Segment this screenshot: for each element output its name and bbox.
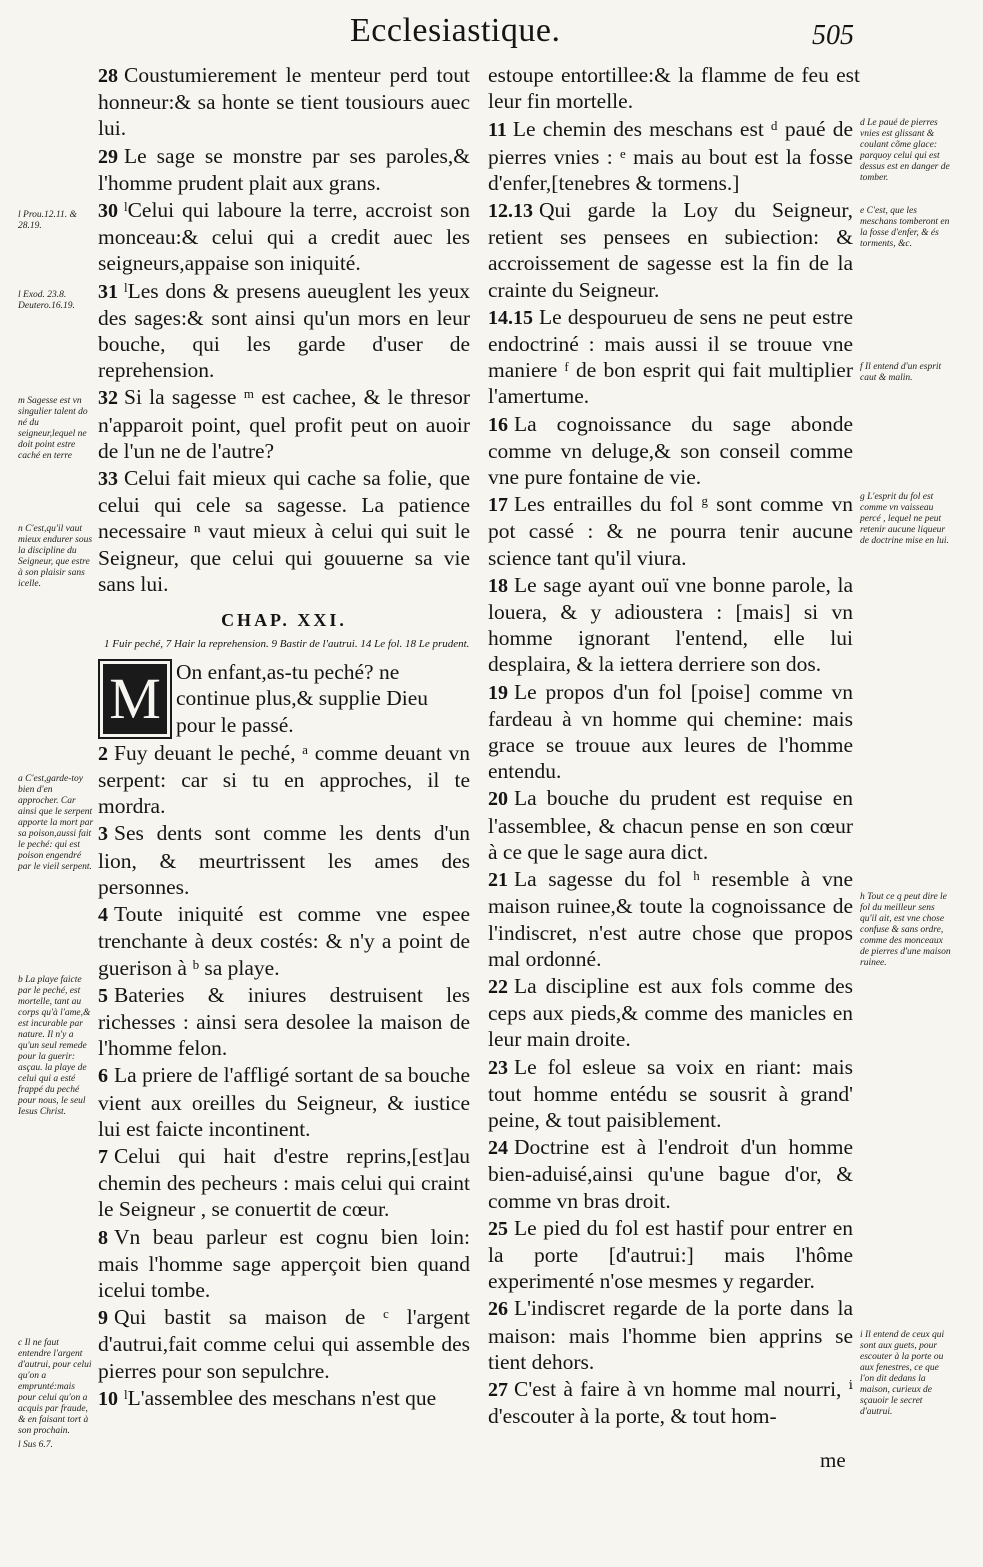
page-number: 505 (812, 20, 854, 51)
verse-text: ˡLes dons & presens aueuglent les yeux des sages:& sont ainsi qu'un mors en leur bouche, qui les garde d'user de reprehension. (98, 278, 470, 383)
margin-note: i Il entend de ceux qui sont aux guets, pour escouter à la porte ou aux fenestres, ce que l'on dit dedans la maison, curieux de sçauoir le secret d'autrui. (860, 1330, 945, 1417)
verse-text: Si la sagesse ᵐ est cachee, & le thresor n'apparoit point, quel profit peut on auoir de l'un ne de l'autre? (98, 385, 470, 463)
verse (98, 820, 470, 900)
verse-text: Le sage se monstre par ses paroles,& l'homme prudent plait aux grans. (98, 143, 470, 195)
catchword: me (820, 1448, 846, 1472)
verse (488, 411, 853, 491)
verse-number: 2 (98, 742, 108, 765)
decorated-initial: M (98, 659, 172, 739)
verse-number: 14.15 (488, 306, 533, 329)
verse-number: 18 (488, 574, 508, 597)
margin-note: m Sagesse est vn singulier talent do né du seigneur,lequel ne doit point estre caché en terre (18, 396, 88, 461)
verse-text: Le sage ayant ouï vne bonne parole, la louera, & y adioustera : [mais] si vn homme ignorant l'entend, elle lui desplaira, & la iettera derriere son dos. (488, 572, 853, 677)
verse (98, 740, 470, 820)
verse-number: 17 (488, 494, 508, 517)
verse (488, 304, 853, 410)
verse-number: 30 (98, 200, 118, 223)
verse-text: La priere de l'affligé sortant de sa bouche vient aux oreilles du Seigneur, & iustice lui est faicte incontinent. (98, 1063, 470, 1141)
verse-number: 25 (488, 1217, 508, 1240)
verse-text: Celui qui hait d'estre reprins,[est]au chemin des pecheurs : mais celui qui craint le Seigneur , se conuertit de cœur. (98, 1143, 470, 1222)
chapter-heading: CHAP. XXI. (221, 610, 347, 631)
verse (98, 1304, 470, 1384)
verse-text: Le pied du fol est hastif pour entrer en la porte [d'autrui:] mais l'hôme experimenté n'ose mesmes y regarder. (488, 1215, 853, 1294)
verse (98, 1224, 470, 1304)
margin-note: h Tout ce q peut dire le fol du meilleur sens qu'il ait, est vne chose confuse & sans ordre, comme des monceaux de pierres d'une maison ruinee. (860, 892, 951, 968)
margin-note: l Prou.12.11. & 28.19. (18, 210, 77, 231)
verse-text: La bouche du prudent est requise en l'assemblee, & chacun pense en son cœur à ce que le sage aura dict. (488, 786, 853, 864)
margin-note: e C'est, que les meschans tomberont en la fosse d'enfer, & és torments, &c. (860, 206, 950, 249)
verse-number: 27 (488, 1378, 508, 1401)
verse (488, 197, 853, 303)
verse-number: 22 (488, 975, 508, 998)
verse-text: Le despourueu de sens ne peut estre endoctriné : mais aussi il se trouue vne maniere ᶠ de bon esprit qui fait multiplier l'amertume. (488, 304, 853, 409)
verse-text: Vn beau parleur est cognu bien loin: mais l'homme sage apperçoit bien quand icelui tombe. (98, 1224, 470, 1302)
verse-text: Le chemin des meschans est ᵈ paué de pierres vnies : ᵉ mais au bout est la fosse d'enfer,[tenebres & tormens.] (488, 117, 853, 195)
verse-text: Le propos d'un fol [poise] comme vn fardeau à vn homme qui chemine: mais grace se trouue aux leures de l'homme entendu. (488, 679, 853, 784)
running-title: Ecclesiastique. (350, 12, 561, 49)
verse-number: 28 (98, 65, 118, 87)
verse-text: L'indiscret regarde de la porte dans la maison: mais l'homme bien apprins se tient dehors. (488, 1296, 853, 1374)
verse-number: 21 (488, 869, 508, 892)
verse (488, 1295, 853, 1375)
verse-continuation: estoupe entortillee:& la flamme de feu est leur fin mortelle. (488, 63, 860, 114)
verse-number: 20 (488, 788, 508, 811)
verse (488, 116, 853, 196)
verse (98, 1143, 470, 1223)
left-column (98, 62, 470, 1413)
verse-text: ˡL'assemblee des meschans n'est que (124, 1385, 437, 1410)
verse-text: La sagesse du fol ʰ resemble à vne maison ruinee,& toute la cognoissance de l'indiscret, n'est autre chose que propos mal ordonné. (488, 867, 853, 971)
verse-text: Le fol esleue sa voix en riant: mais tout homme entédu se sousrit à grand' peine, & tout paisiblement. (488, 1054, 853, 1132)
verse (98, 143, 470, 196)
verse-text: Fuy deuant le peché, ᵃ comme deuant vn serpent: car si tu en approches, il te mordra. (98, 740, 470, 819)
verse (98, 1385, 470, 1412)
page-header (0, 8, 983, 58)
verse-number: 9 (98, 1307, 108, 1330)
verse-text: ˡCelui qui laboure la terre, accroist son monceau:& celui qui a credit auec les seigneurs,appaise son iniquité. (98, 198, 470, 276)
verse (488, 973, 853, 1053)
verse-number: 3 (98, 823, 108, 846)
margin-note: n C'est,qu'il vaut mieux endurer sous la discipline du Seigneur, que estre à son plaisir sans icelle. (18, 524, 93, 589)
verse-number: 5 (98, 984, 108, 1007)
verse (98, 901, 470, 981)
margin-note: f Il entend d'un esprit caut & malin. (860, 362, 942, 383)
verse-text: Doctrine est à l'endroit d'un homme bien-aduisé,ainsi qu'une bague d'or, & comme vn bras droit. (488, 1135, 853, 1213)
verse-number: 23 (488, 1056, 508, 1079)
verse (488, 866, 853, 972)
verse-number: 11 (488, 119, 507, 142)
verse (488, 1054, 853, 1134)
verse (488, 679, 853, 785)
margin-note: d Le paué de pierres vnies est glissant & coulant cõme glace: parquoy celui qui est dessus est en danger de tomber. (860, 118, 950, 183)
verse (98, 1062, 470, 1142)
margin-note: c Il ne faut entendre l'argent d'autrui, pour celui qu'on a emprunté:mais pour celui qu'on a acquis par fraude, & en faisant tort à son prochain. (18, 1338, 92, 1436)
verse-text: Celui fait mieux qui cache sa folie, que celui qui cele sa sagesse. La patience necessaire ⁿ vaut mieux à celui qui suit le Seigneur, que celui qui gouuerne sa vie sans lui. (98, 466, 470, 596)
verse-number: 26 (488, 1298, 508, 1321)
verse-number: 32 (98, 387, 118, 410)
verse-number: 19 (488, 681, 508, 704)
verse-text: Les entrailles du fol ᵍ sont comme vn pot cassé : & ne pourra tenir aucune science tant qu'il viura. (488, 492, 853, 570)
verse-text: Ses dents sont comme les dents d'un lion, & meurtrissent les ames des personnes. (98, 821, 470, 899)
verse-number: 31 (98, 280, 118, 303)
verse-text: Toute iniquité est comme vne espee trenchante à deux costés: & n'y a point de guerison à ᵇ sa playe. (98, 902, 470, 980)
verse-text: On enfant,as-tu peché? ne continue plus,& supplie Dieu pour le passé. (176, 660, 428, 737)
verse-number: 4 (98, 904, 108, 927)
verse-number: 24 (488, 1137, 508, 1160)
verse-number: 33 (98, 468, 118, 491)
verse (488, 785, 853, 865)
verse (98, 197, 470, 277)
verse-text: C'est à faire à vn homme mal nourri, ⁱ d'escouter à la porte, & tout hom- (488, 1376, 853, 1429)
verse (488, 1215, 853, 1295)
margin-note: a C'est,garde-toy bien d'en approcher. Car ainsi que le serpent apporte la mort par sa poison,aussi fait le peché: qui est poison engendré par le vieil serpent. (18, 774, 94, 872)
margin-note: l Exod. 23.8. Deutero.16.19. (18, 290, 75, 311)
verse (98, 278, 470, 384)
verse-number: 16 (488, 413, 508, 436)
verse (488, 491, 853, 571)
verse-text: Qui garde la Loy du Seigneur, retient ses pensees en subiection: & accroissement de sagesse est la fin de la crainte du Seigneur. (488, 198, 853, 302)
verse-number: 6 (98, 1065, 108, 1088)
verse-text: La discipline est aux fols comme des ceps aux pieds,& comme des manicles en leur main droite. (488, 973, 853, 1052)
verse (488, 572, 853, 678)
verse-text: Coustumierement le menteur perd tout honneur:& sa honte se tient tousiours auec lui. (98, 63, 470, 141)
right-column (488, 62, 860, 1430)
dropcap-verse (98, 659, 470, 738)
margin-note: b La playe faicte par le peché, est mortelle, tant au corps qu'à l'ame,& est incurable par nature. Il n'y a qu'un seul remede pour la guerir: asçau. la playe de celui qui a esté frappé du peché pour nous, le seul Iesus Christ. (18, 975, 91, 1117)
margin-note: g L'esprit du fol est comme vn vaisseau percé , lequel ne peut retenir aucune liqueur de doctrine mise en lui. (860, 492, 949, 546)
verse-number: 10 (98, 1387, 118, 1410)
verse (98, 62, 470, 142)
verse (98, 982, 470, 1062)
verse (488, 1376, 853, 1429)
verse-text: Qui bastit sa maison de ᶜ l'argent d'autrui,fait comme celui qui assemble des pierres pour son sepulchre. (98, 1305, 470, 1383)
verse-text: Bateries & iniures destruisent les richesses : ainsi sera desolee la maison de l'homme felon. (98, 982, 470, 1061)
verse (98, 384, 470, 464)
verse-text: La cognoissance du sage abonde comme vn deluge,& son conseil comme vne pure fontaine de vie. (488, 411, 853, 490)
verse (98, 465, 470, 597)
verse (488, 1134, 853, 1214)
chapter-summary: 1 Fuir peché, 7 Hair la reprehension. 9 Bastir de l'autrui. 14 Le fol. 18 Le prudent. (104, 638, 470, 651)
verse-number: 12.13 (488, 200, 533, 223)
margin-note: l Sus 6.7. (18, 1440, 53, 1450)
verse-number: 8 (98, 1226, 108, 1249)
verse-number: 7 (98, 1145, 108, 1168)
verse-number: 29 (98, 145, 118, 168)
